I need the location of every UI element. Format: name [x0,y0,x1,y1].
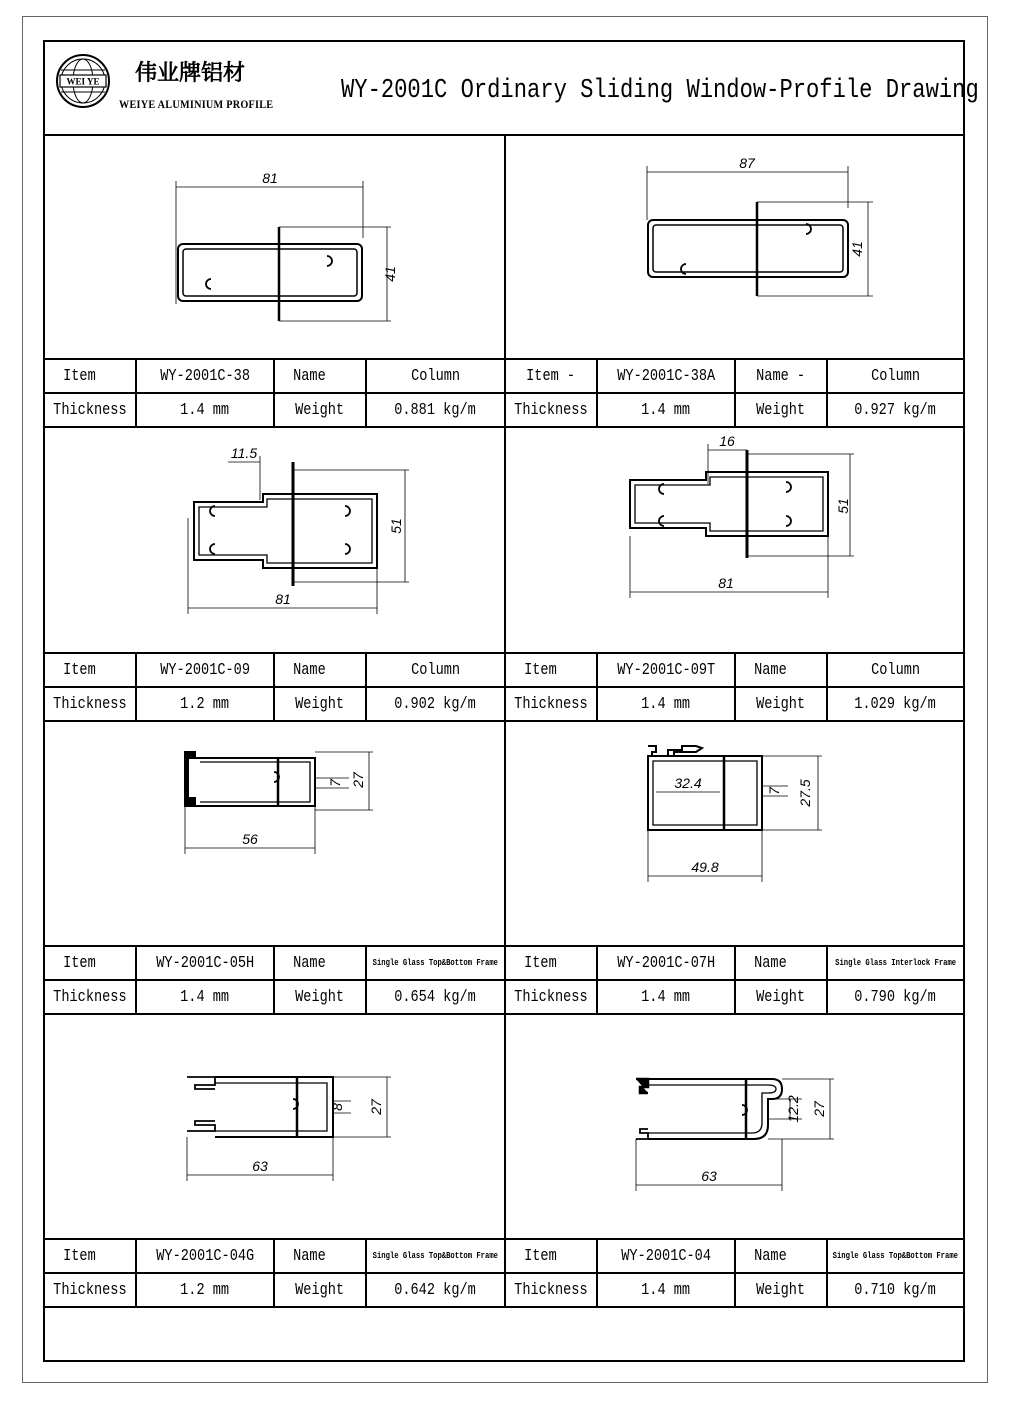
item-code: WY-2001C-04G [137,1240,275,1272]
dim-label: 63 [252,1158,268,1174]
spec-row-thickness [45,392,963,426]
name-label: Name [275,360,367,392]
dim-label: 81 [262,170,278,186]
thickness-value: 1.4 mm [598,981,736,1013]
dim-label: 56 [242,831,258,847]
thickness-value: 1.4 mm [598,1274,736,1306]
thickness-label: Thickness [45,688,137,720]
profile-name: Single Glass Top&Bottom Frame [832,1251,959,1261]
thickness-value: 1.4 mm [598,394,736,426]
dim-label: 41 [849,241,865,257]
item-code: WY-2001C-38A [598,360,736,392]
dim-label: 27 [368,1099,384,1115]
name-label: Name [275,654,367,686]
item-label: Item [45,947,137,979]
drawing-wy-2001c-38a [506,134,963,358]
thickness-label: Thickness [45,981,137,1013]
spec-row-thickness [45,979,963,1013]
company-name-en: WEIYE ALUMINIUM PROFILE [119,97,274,111]
profile-name: Single Glass Top&Bottom Frame [367,947,506,979]
weight-label: Weight [736,394,828,426]
weight-label: Weight [275,688,367,720]
weight-value: 0.902 kg/m [367,688,506,720]
globe-logo-icon [55,53,111,109]
dim-label: 7 [327,779,343,787]
dim-label: 16 [719,433,735,449]
spec-row-item [45,945,963,979]
thickness-label: Thickness [506,688,598,720]
name-label: Name [736,1240,828,1272]
dim-label: 27.5 [797,779,813,807]
page-title: WY-2001C Ordinary Sliding Window-Profile Drawing [341,76,979,106]
item-code: WY-2001C-07H [598,947,736,979]
weight-label: Weight [275,394,367,426]
thickness-value: 1.4 mm [137,394,275,426]
profile-name: Column [871,660,920,680]
drawing-wy-2001c-09t [506,426,963,652]
name-label: Name - [736,360,828,392]
dim-label: 7 [766,787,782,795]
item-code: WY-2001C-04 [598,1240,736,1272]
item-label: Item [506,654,598,686]
spec-row-thickness [45,1272,963,1308]
dim-label: 63 [701,1168,717,1184]
dim-label: 8 [329,1103,345,1111]
weight-value: 0.654 kg/m [367,981,506,1013]
thickness-label: Thickness [506,1274,598,1306]
drawing-sheet [43,40,979,1362]
dim-label: 12.2 [785,1095,801,1123]
dim-label: 87 [739,155,755,171]
profile-name: Single Glass Top&Bottom Frame [367,1240,506,1272]
weight-label: Weight [275,1274,367,1306]
weight-value: 1.029 kg/m [854,694,937,714]
weight-value: 0.790 kg/m [854,987,937,1007]
profile-name: Column [367,654,506,686]
weight-label: Weight [736,688,828,720]
name-label: Name [736,947,828,979]
dim-label: 32.4 [674,775,702,791]
spec-row-item [45,652,963,686]
weight-label: Weight [275,981,367,1013]
dim-label: 81 [718,575,734,591]
item-code: WY-2001C-38 [137,360,275,392]
weight-value: 0.710 kg/m [854,1280,937,1300]
thickness-value: 1.2 mm [137,688,275,720]
thickness-value: 1.4 mm [598,688,736,720]
spec-row-item [45,358,963,392]
profile-name: Column [871,366,920,386]
weight-value: 0.642 kg/m [367,1274,506,1306]
thickness-label: Thickness [45,1274,137,1306]
spec-row-item [45,1238,963,1272]
item-label: Item [45,1240,137,1272]
header [45,42,979,136]
item-label: Item [506,947,598,979]
dim-label: 81 [275,591,291,607]
drawing-wy-2001c-05h [45,720,506,945]
dim-label: 51 [388,518,404,534]
dim-label: 27 [350,772,366,788]
weight-label: Weight [736,981,828,1013]
drawing-wy-2001c-04 [506,1013,963,1238]
thickness-label: Thickness [45,394,137,426]
item-label: Item [45,360,137,392]
weight-value: 0.927 kg/m [854,400,937,420]
drawing-wy-2001c-07h [506,720,963,945]
drawing-wy-2001c-38 [45,134,506,358]
thickness-value: 1.4 mm [137,981,275,1013]
profile-name: Column [367,360,506,392]
thickness-label: Thickness [506,981,598,1013]
name-label: Name [275,1240,367,1272]
item-label: Item [45,654,137,686]
weight-value: 0.881 kg/m [367,394,506,426]
drawing-wy-2001c-04g [45,1013,506,1238]
item-label: Item [506,1240,598,1272]
profile-name: Single Glass Interlock Frame [835,958,957,968]
dim-label: 11.5 [230,445,258,461]
logo-text: WEI YE [66,76,100,87]
item-code: WY-2001C-09 [137,654,275,686]
item-code: WY-2001C-09T [598,654,736,686]
thickness-label: Thickness [506,394,598,426]
dim-label: 41 [382,266,398,282]
item-code: WY-2001C-05H [137,947,275,979]
thickness-value: 1.2 mm [137,1274,275,1306]
weight-label: Weight [736,1274,828,1306]
drawing-wy-2001c-09 [45,426,506,652]
name-label: Name [736,654,828,686]
dim-label: 51 [835,498,851,514]
dim-label: 27 [811,1101,827,1117]
item-label: Item - [506,360,598,392]
spec-row-thickness [45,686,963,720]
company-name-cn: 伟业牌铝材 [135,61,246,86]
dim-label: 49.8 [691,859,719,875]
name-label: Name [275,947,367,979]
